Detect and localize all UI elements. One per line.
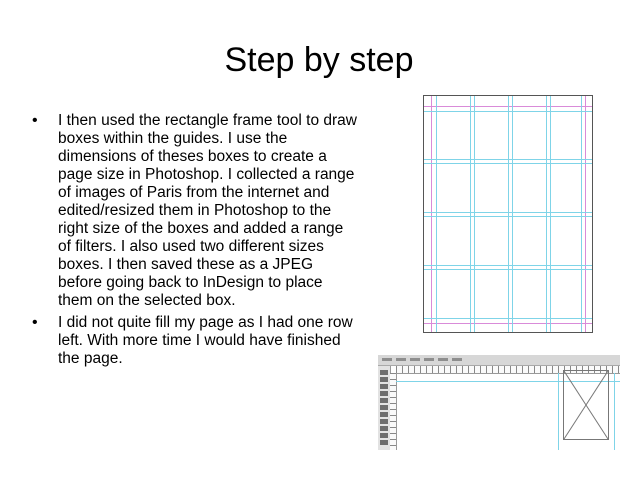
slide-title: Step by step bbox=[224, 41, 414, 79]
row-guide bbox=[424, 163, 592, 164]
frame-cross-icon bbox=[564, 371, 608, 439]
tool-icon bbox=[380, 405, 388, 410]
tool-icon bbox=[380, 384, 388, 389]
row-guide bbox=[424, 269, 592, 270]
column-guide bbox=[546, 96, 547, 332]
column-guide bbox=[470, 96, 471, 332]
column-guide bbox=[581, 96, 582, 332]
page-guide bbox=[558, 373, 559, 450]
row-guide bbox=[424, 111, 592, 112]
row-guide bbox=[424, 318, 592, 319]
placeholder-frame bbox=[563, 370, 609, 440]
row-guide bbox=[424, 212, 592, 213]
column-guide bbox=[508, 96, 509, 332]
tool-icon bbox=[380, 377, 388, 382]
vertical-ruler bbox=[390, 373, 397, 450]
row-guide bbox=[424, 265, 592, 266]
column-guide bbox=[550, 96, 551, 332]
menu-item bbox=[452, 358, 462, 361]
indesign-workspace-screenshot bbox=[378, 355, 620, 450]
tool-icon bbox=[380, 440, 388, 445]
tool-icon bbox=[380, 391, 388, 396]
page-grid-screenshot bbox=[423, 95, 593, 333]
column-guide bbox=[436, 96, 437, 332]
bullet-marker: • bbox=[32, 314, 38, 331]
menu-item bbox=[438, 358, 448, 361]
page-guide bbox=[614, 373, 615, 450]
bullet-marker: • bbox=[32, 112, 38, 129]
row-guide bbox=[424, 159, 592, 160]
tool-icon bbox=[380, 426, 388, 431]
menu-item bbox=[382, 358, 392, 361]
tool-icon bbox=[380, 419, 388, 424]
column-guide bbox=[474, 96, 475, 332]
bullet-item bbox=[30, 314, 360, 368]
row-guide bbox=[424, 216, 592, 217]
menu-item bbox=[410, 358, 420, 361]
bullet-text: I did not quite fill my page as I had one row left. With more time I would have finished the page. bbox=[58, 314, 353, 367]
margin-guide bbox=[585, 96, 586, 332]
tool-icon bbox=[380, 433, 388, 438]
tool-icon bbox=[380, 412, 388, 417]
bullet-list bbox=[30, 112, 360, 372]
margin-guide bbox=[431, 96, 432, 332]
menu-bar bbox=[378, 355, 620, 366]
tool-icon bbox=[380, 370, 388, 375]
menu-item bbox=[396, 358, 406, 361]
menu-item bbox=[424, 358, 434, 361]
tool-icon bbox=[380, 398, 388, 403]
column-guide bbox=[512, 96, 513, 332]
bullet-item bbox=[30, 112, 360, 310]
bullet-text: I then used the rectangle frame tool to draw boxes within the guides. I use the dimensions of theses boxes to create a page size in Photoshop. I collected a range of images of Paris from the internet and edited/resized them in Photoshop to the right size of the boxes and added a range of filters. I also used two different sizes boxes. I then saved these as a JPEG before going back to InDesign to place them on the selected box. bbox=[58, 112, 357, 309]
